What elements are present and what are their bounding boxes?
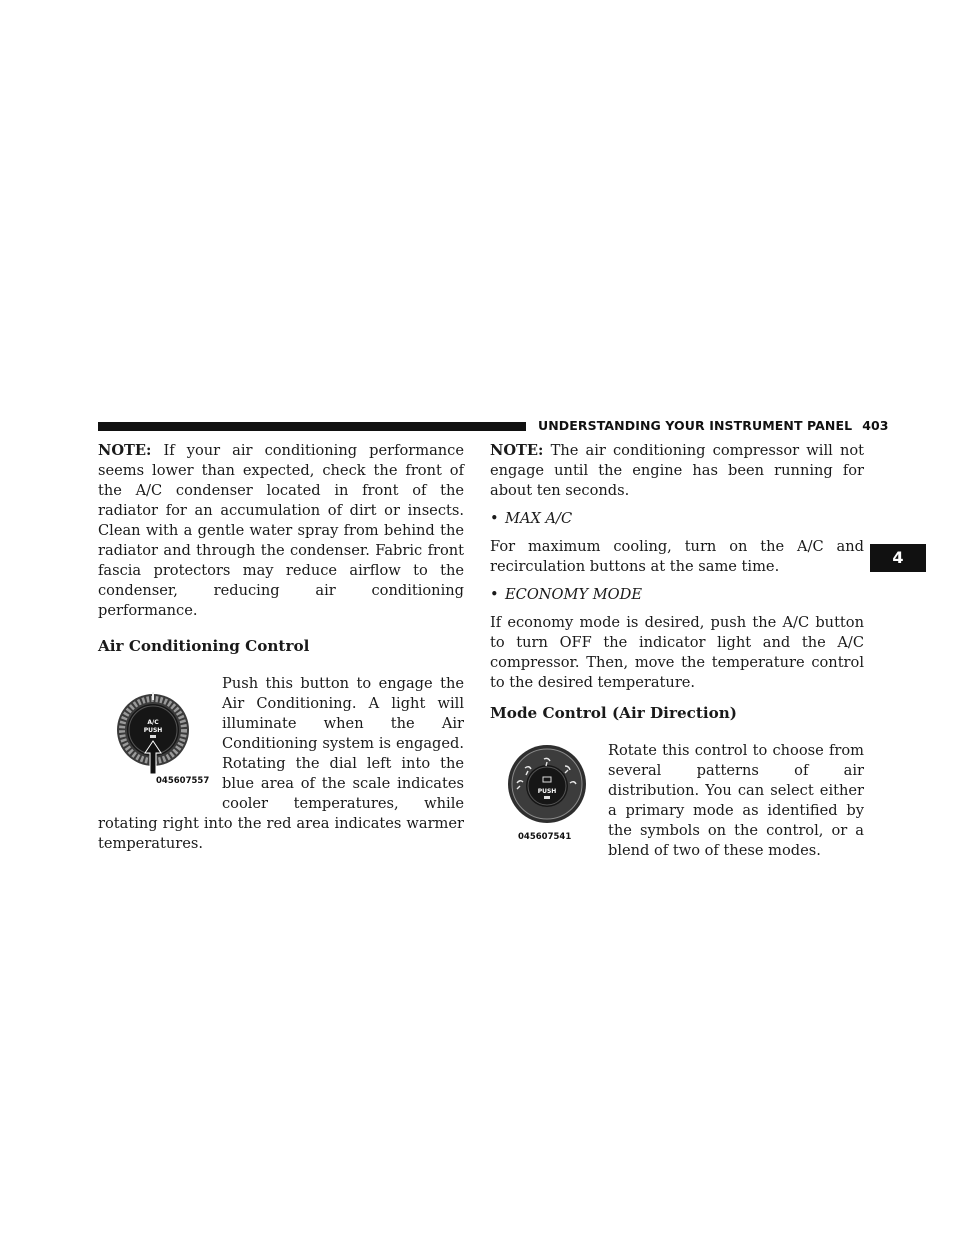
right-column [490,441,864,861]
mode-figure-id: 045607541 [518,832,572,842]
header-rule [98,422,526,431]
economy-mode-bullet [490,585,864,605]
page-number: 403 [862,418,889,433]
ac-dial-figure [98,674,220,796]
ac-control-heading: Air Conditioning Control [98,637,310,655]
bullet-icon: • [490,586,499,603]
economy-mode-title: ECONOMY MODE [505,586,642,603]
indicator-light-icon [544,796,550,799]
left-column [98,441,464,854]
mode-control-block [490,741,864,861]
indicator-light-icon [150,735,156,738]
bullet-icon: • [490,510,499,527]
max-ac-title: MAX A/C [505,510,573,527]
max-ac-bullet [490,509,864,529]
note-label: NOTE: [490,442,544,459]
ac-push-label: PUSH [143,727,163,734]
mode-push-label: PUSH [537,788,557,795]
ac-control-block [98,674,464,854]
mode-dial-figure [490,741,608,843]
mode-control-text: Rotate this control to choose from several patterns of air distribution. You can select either a primary mode as identified by the symbols on the control, or a blend of two of these modes. [608,742,864,859]
running-header [538,418,889,433]
note-label: NOTE: [98,442,152,459]
economy-mode-text: If economy mode is desired, push the A/C button to turn OFF the indicator light and the A/C compressor. Then, move the temperature control to the desired temperature. [490,614,864,691]
note-text: If your air conditioning performance seems lower than expected, check the front of the A/C condenser located in front of the radiator for an accumulation of dirt or insects. Clean with a gentle water spray from behind the radiator and through the condenser. Fabric front fascia protectors may reduce airflow to the condenser, reducing air conditioning performance. [98,442,464,619]
ac-control-text: Push this button to engage the Air Conditioning. A light will illuminate when the Air Conditioning system is engaged. Rotating the dial left into the blue area of the scale indicates cooler temperatures, while rotating right into the red area indicates warmer temperatures. [98,675,464,852]
ac-dial-label: A/C [147,719,159,726]
mode-control-heading: Mode Control (Air Direction) [490,704,737,722]
max-ac-text: For maximum cooling, turn on the A/C and recirculation buttons at the same time. [490,538,864,575]
note-paragraph [98,441,464,621]
note-text: The air conditioning compressor will not engage until the engine has been running for about ten seconds. [490,442,864,499]
ac-figure-id: 045607557 [156,776,210,786]
chapter-tab: 4 [870,544,926,572]
section-title: UNDERSTANDING YOUR INSTRUMENT PANEL [538,418,853,433]
compressor-note [490,441,864,501]
